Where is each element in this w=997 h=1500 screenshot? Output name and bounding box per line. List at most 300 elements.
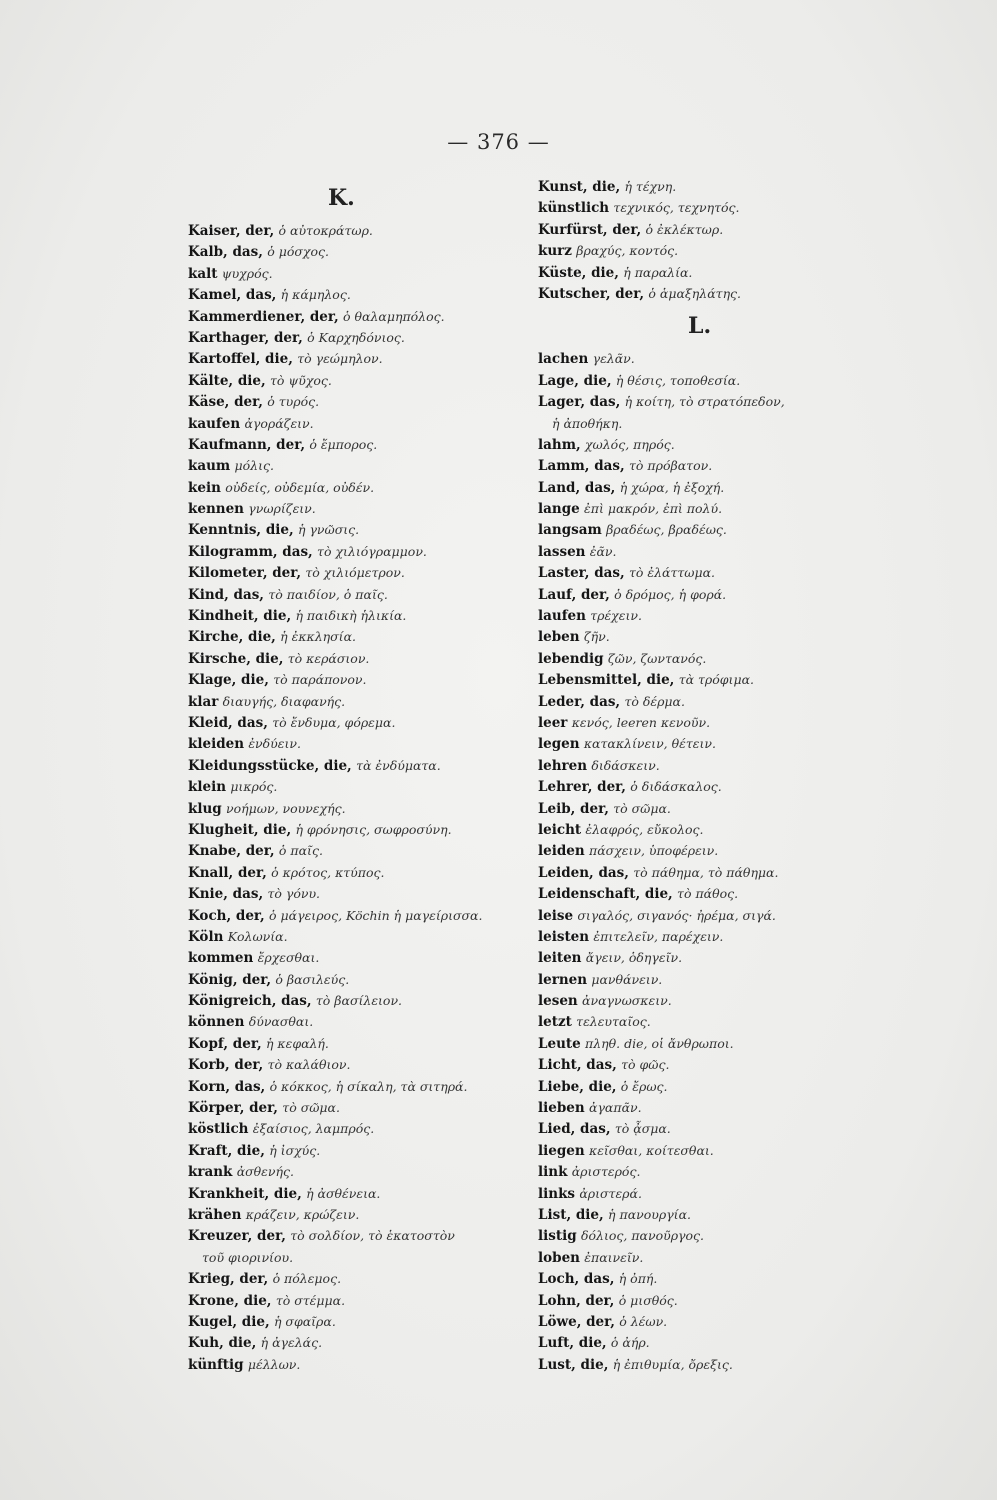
dictionary-entry: [188, 1140, 548, 1161]
dictionary-entry: [188, 1311, 548, 1332]
entry-translation: ἡ θέσις, τοποθεσία.: [615, 372, 741, 388]
entry-headword: Knie, das,: [188, 886, 264, 903]
entry-translation: ὁ μισθός.: [618, 1292, 678, 1308]
entry-headword: kleiden: [188, 736, 245, 753]
entry-translation: τὸ χιλιόγραμμον.: [317, 543, 427, 559]
entry-headword: kein: [188, 479, 221, 496]
entry-headword: können: [188, 1014, 245, 1031]
entry-headword: Kaiser, der,: [188, 223, 275, 239]
entry-headword: Lohn, der,: [538, 1292, 615, 1309]
dictionary-entry: [538, 883, 898, 904]
entry-translation: τὸ στέμμα.: [275, 1292, 346, 1308]
dictionary-entry: [188, 691, 548, 712]
entry-headword: Kugel, die,: [188, 1313, 270, 1330]
entry-translation: ζῆν.: [583, 629, 610, 645]
entry-headword: leisten: [538, 928, 590, 945]
entry-headword: krank: [188, 1164, 233, 1181]
entry-translation: ἡ ἀποθήκη.: [552, 415, 623, 431]
entry-translation: ὁ δρόμος, ἡ φορά.: [614, 586, 727, 602]
dictionary-entry: [538, 1183, 898, 1204]
entry-headword: Kleid, das,: [188, 714, 268, 731]
entry-translation: δόλιος, πανοῦργος.: [580, 1228, 705, 1244]
entry-translation: ὁ ἐκλέκτωρ.: [645, 221, 724, 237]
entry-translation: κεῖσθαι, κοίτεσθαι.: [589, 1142, 714, 1158]
dictionary-entry: [188, 1118, 548, 1139]
entry-headword: Kunst, die,: [538, 179, 621, 195]
dictionary-entry: [538, 840, 898, 861]
dictionary-entry: [538, 1225, 898, 1246]
entry-headword: Leiden, das,: [538, 864, 629, 881]
entry-headword: Kopf, der,: [188, 1035, 262, 1052]
entry-translation: κράζειν, κρώζειν.: [245, 1206, 360, 1222]
entry-translation: νοήμων, νουνεχής.: [226, 800, 346, 816]
entry-headword: Leder, das,: [538, 693, 621, 710]
entry-headword: Leidenschaft, die,: [538, 886, 673, 903]
entry-headword: künstlich: [538, 200, 610, 217]
dictionary-entry: [188, 370, 548, 391]
entry-translation: ὁ διδάσκαλος.: [630, 779, 722, 795]
entry-headword: Land, das,: [538, 479, 616, 496]
section-letter-k: K.: [328, 185, 355, 211]
entry-headword: kaum: [188, 458, 231, 475]
entry-headword: loben: [538, 1249, 580, 1266]
entry-translation: τὸ καλάθιον.: [267, 1057, 351, 1073]
entry-headword: Lied, das,: [538, 1121, 611, 1138]
dictionary-entry: [538, 626, 898, 647]
entry-translation: ἡ κοίτη, τὸ στρατόπεδον,: [624, 394, 785, 410]
entry-headword: kalt: [188, 265, 218, 282]
entry-headword: kommen: [188, 950, 254, 967]
entry-headword: Kenntnis, die,: [188, 522, 294, 539]
entry-translation: ἡ πανουργία.: [608, 1206, 691, 1222]
entry-headword: Kartoffel, die,: [188, 351, 293, 368]
entry-headword: Kraft, die,: [188, 1142, 265, 1159]
dictionary-entry: [188, 562, 548, 583]
entry-headword: Lager, das,: [538, 394, 621, 411]
entry-translation: μικρός.: [230, 779, 278, 795]
entry-translation: μανθάνειν.: [591, 971, 663, 987]
dictionary-entry: [538, 1161, 898, 1182]
dictionary-entry: [188, 1332, 548, 1353]
entry-headword: lahm,: [538, 436, 581, 453]
entry-headword: link: [538, 1164, 568, 1181]
dictionary-entry: [538, 733, 898, 754]
dictionary-entry: [538, 1118, 898, 1139]
entry-headword: leiten: [538, 950, 582, 967]
entry-translation: ἀγοράζειν.: [244, 415, 314, 431]
entry-headword: Lehrer, der,: [538, 779, 626, 796]
entry-translation: τοῦ φιορινίου.: [202, 1249, 294, 1265]
entry-translation: τὰ ἐνδύματα.: [356, 757, 441, 773]
entry-translation: ἔρχεσθαι.: [257, 950, 320, 966]
entry-translation: ἡ παιδικὴ ἡλικία.: [295, 608, 407, 624]
entry-translation: ἐπιτελεῖν, παρέχειν.: [593, 928, 724, 944]
entry-headword: Küste, die,: [538, 264, 619, 281]
entry-translation: ὁ ἔμπορος.: [309, 436, 378, 452]
entry-headword: Kirche, die,: [188, 629, 276, 646]
entry-translation: σιγαλός, σιγανός· ἠρέμα, σιγά.: [577, 907, 776, 923]
dictionary-entry: [188, 1076, 548, 1097]
entry-headword: klein: [188, 779, 227, 796]
entry-headword: Kilogramm, das,: [188, 543, 313, 560]
dictionary-entry: [538, 370, 898, 391]
entry-headword: Krankheit, die,: [188, 1185, 302, 1202]
dictionary-entry: [538, 905, 898, 926]
entry-translation: τὸ ἔνδυμα, φόρεμα.: [272, 714, 396, 730]
dictionary-entry: [538, 1247, 898, 1268]
entry-headword: Kurfürst, der,: [538, 221, 642, 238]
dictionary-entry: [188, 434, 548, 455]
dictionary-entry: [188, 626, 548, 647]
dictionary-entry: [188, 733, 548, 754]
entry-translation: Κολωνία.: [227, 928, 288, 944]
entry-headword: König, der,: [188, 971, 272, 988]
dictionary-entry: [188, 819, 548, 840]
entry-headword: künftig: [188, 1356, 244, 1373]
entry-translation: ὁ αὐτοκράτωρ.: [278, 223, 373, 238]
dictionary-entry: [188, 284, 548, 305]
entry-translation: μέλλων.: [247, 1356, 301, 1372]
dictionary-entry: [188, 862, 548, 883]
entry-translation: τρέχειν.: [590, 608, 642, 624]
entry-translation: ἐπὶ μακρόν, ἐπὶ πολύ.: [584, 501, 723, 517]
entry-headword: Kalb, das,: [188, 244, 263, 261]
dictionary-entry: [188, 712, 548, 733]
dictionary-entry: [538, 862, 898, 883]
dictionary-entry: [188, 498, 548, 519]
dictionary-entry: [538, 755, 898, 776]
dictionary-entry: [538, 584, 898, 605]
entry-translation: ἐλαφρός, εὔκολος.: [585, 821, 704, 837]
dictionary-entry: [538, 947, 898, 968]
entry-translation: ἡ παραλία.: [623, 264, 693, 280]
dictionary-entry: [188, 605, 548, 626]
dictionary-entry: [538, 819, 898, 840]
entry-translation: ἀγαπᾶν.: [589, 1100, 642, 1116]
entry-translation: ὁ λέων.: [619, 1313, 668, 1329]
dictionary-entry: [538, 240, 898, 261]
dictionary-entry: [188, 455, 548, 476]
entry-translation: ὁ μάγειρος, Köchin ἡ μαγείρισσα.: [269, 907, 483, 923]
entry-headword: leiden: [538, 843, 585, 860]
entry-translation: ἡ γνῶσις.: [298, 522, 360, 538]
dictionary-entry: [538, 776, 898, 797]
entry-translation: βραδέως, βραδέως.: [606, 522, 727, 538]
entry-headword: leben: [538, 629, 580, 646]
dictionary-entry: [538, 519, 898, 540]
entry-translation: ὁ παῖς.: [278, 843, 323, 859]
entry-headword: Laster, das,: [538, 565, 625, 582]
entry-headword: Kind, das,: [188, 586, 265, 603]
entry-translation: τὸ ἐλάττωμα.: [628, 565, 716, 581]
entry-headword: Leute: [538, 1035, 581, 1052]
dictionary-entry: [188, 840, 548, 861]
dictionary-entry: [188, 541, 548, 562]
entry-headword: lassen: [538, 543, 586, 560]
entry-translation: τὸ πάθημα, τὸ πάθημα.: [633, 864, 779, 880]
dictionary-entry: [188, 1033, 548, 1054]
entry-translation: ἡ σφαῖρα.: [273, 1313, 336, 1329]
entry-headword: kaufen: [188, 415, 241, 432]
entry-headword: Lebensmittel, die,: [538, 672, 675, 689]
dictionary-entry: [538, 605, 898, 626]
entry-translation: ὁ τυρός.: [267, 394, 320, 410]
entry-translation: ἡ χώρα, ἡ ἐξοχή.: [619, 479, 725, 495]
entry-headword: Krone, die,: [188, 1292, 272, 1309]
dictionary-entry: [188, 220, 548, 241]
entry-translation: διαυγής, διαφανής.: [222, 693, 346, 709]
entry-headword: Luft, die,: [538, 1335, 607, 1352]
dictionary-entry: [188, 1011, 548, 1032]
dictionary-entry: [538, 562, 898, 583]
dictionary-entry: [188, 1290, 548, 1311]
entry-headword: liegen: [538, 1142, 585, 1159]
right-column: [538, 176, 898, 1375]
entry-headword: Lage, die,: [538, 372, 612, 389]
entry-translation: μόλις.: [234, 458, 274, 474]
entry-translation: τὸ γόνυ.: [267, 886, 321, 902]
entry-headword: lehren: [538, 757, 588, 774]
dictionary-entry: [188, 669, 548, 690]
entry-translation: ἡ ἐκκλησία.: [280, 629, 356, 645]
entry-headword: Kirsche, die,: [188, 650, 284, 667]
entry-headword: List, die,: [538, 1206, 604, 1223]
entry-headword: Kleidungsstücke, die,: [188, 757, 352, 774]
entry-translation: ἀριστερά.: [579, 1185, 642, 1201]
dictionary-entry: [538, 1054, 898, 1075]
dictionary-entry: [188, 1054, 548, 1075]
dictionary-entry: [188, 947, 548, 968]
entry-headword: Kindheit, die,: [188, 608, 292, 625]
dictionary-entry: [188, 391, 548, 412]
entry-headword: klar: [188, 693, 219, 710]
entry-headword: Kammerdiener, der,: [188, 308, 339, 325]
dictionary-entry: [188, 241, 548, 262]
entry-headword: Königreich, das,: [188, 993, 312, 1010]
entry-headword: Kilometer, der,: [188, 565, 302, 582]
entry-translation: κατακλίνειν, θέτειν.: [583, 736, 716, 752]
entry-headword: lachen: [538, 351, 589, 368]
entry-translation: τὸ γεώμηλον.: [297, 351, 383, 367]
entry-translation: ἡ ἰσχύς.: [269, 1142, 321, 1158]
dictionary-entry: [538, 1076, 898, 1097]
entry-headword: Löwe, der,: [538, 1313, 615, 1330]
entry-translation: ψυχρός.: [221, 265, 273, 281]
entry-headword: Koch, der,: [188, 907, 265, 924]
entry-translation: χωλός, πηρός.: [584, 436, 675, 452]
dictionary-entry: [188, 348, 548, 369]
dictionary-entry: [188, 990, 548, 1011]
entry-translation: τὸ παιδίον, ὁ παῖς.: [268, 586, 388, 602]
entry-headword: lesen: [538, 993, 578, 1010]
dictionary-entry: [188, 327, 548, 348]
dictionary-entry: [538, 391, 898, 412]
entry-translation: τὸ ᾆσμα.: [614, 1121, 671, 1137]
entry-translation: βραχύς, κοντός.: [576, 243, 679, 259]
k-continuation-entries: [538, 176, 898, 304]
dictionary-entry: [538, 1140, 898, 1161]
entry-headword: legen: [538, 736, 580, 753]
entry-translation: ἀριστερός.: [571, 1164, 641, 1180]
entry-translation: ὁ βασιλεύς.: [275, 971, 350, 987]
dictionary-entry: [188, 584, 548, 605]
dictionary-entry: [538, 1033, 898, 1054]
entry-translation: ἡ φρόνησις, σωφροσύνη.: [295, 821, 452, 837]
dictionary-entry: [538, 990, 898, 1011]
entry-headword: Körper, der,: [188, 1100, 278, 1117]
dictionary-entry: [538, 455, 898, 476]
dictionary-entry: [188, 1247, 548, 1268]
entry-headword: Kuh, die,: [188, 1335, 257, 1352]
dictionary-entry: [538, 197, 898, 218]
entry-translation: ὁ ἁμαξηλάτης.: [648, 285, 742, 301]
entry-translation: ὁ μόσχος.: [267, 244, 329, 260]
dictionary-entry: [188, 926, 548, 947]
left-column: [188, 176, 548, 1375]
entry-translation: γνωρίζειν.: [248, 501, 316, 517]
entry-translation: ὁ ἔρως.: [620, 1078, 668, 1094]
entry-headword: Lamm, das,: [538, 458, 625, 475]
dictionary-entry: [538, 648, 898, 669]
dictionary-entry: [538, 541, 898, 562]
entry-headword: Korn, das,: [188, 1078, 266, 1095]
dictionary-entry: [188, 1097, 548, 1118]
entry-translation: ὁ κόκκος, ἡ σίκαλη, τὰ σιτηρά.: [269, 1078, 468, 1094]
entry-translation: δύνασθαι.: [248, 1014, 314, 1030]
dictionary-entry: [188, 1268, 548, 1289]
entry-translation: ὁ Καρχηδόνιος.: [307, 329, 405, 345]
entry-translation: πληθ. die, οἱ ἄνθρωποι.: [585, 1035, 734, 1051]
dictionary-entry: [188, 798, 548, 819]
entry-translation: ἀναγνωσκειν.: [582, 993, 672, 1009]
entry-translation: τὸ κεράσιον.: [287, 650, 370, 666]
entry-headword: lebendig: [538, 650, 604, 667]
entry-translation: ὁ ἀήρ.: [610, 1335, 650, 1351]
dictionary-entry: [538, 176, 898, 197]
dictionary-entry: [188, 1225, 548, 1246]
entry-translation: οὐδείς, οὐδεμία, οὐδέν.: [225, 479, 375, 495]
dictionary-entry: [538, 1354, 898, 1375]
entry-headword: Klage, die,: [188, 672, 269, 689]
page-number: — 376 —: [447, 130, 550, 154]
entry-headword: Lust, die,: [538, 1356, 609, 1373]
entry-translation: τεχνικός, τεχνητός.: [613, 200, 740, 216]
entry-translation: ὁ κρότος, κτύπος.: [271, 864, 385, 880]
dictionary-entry: [538, 498, 898, 519]
entry-headword: Kälte, die,: [188, 372, 266, 389]
dictionary-entry: [188, 883, 548, 904]
entry-translation: τὸ βασίλειον.: [315, 993, 403, 1009]
entry-translation: τὸ πρόβατον.: [629, 458, 713, 474]
entry-headword: letzt: [538, 1014, 572, 1031]
dictionary-entry: [538, 969, 898, 990]
dictionary-entry: [538, 1097, 898, 1118]
entry-translation: ὁ πόλεμος.: [272, 1271, 342, 1287]
entry-headword: klug: [188, 800, 222, 817]
entry-translation: τὸ πάθος.: [677, 886, 739, 902]
entry-headword: lieben: [538, 1100, 585, 1117]
l-entries: [538, 348, 898, 1375]
entry-translation: ἄγειν, ὁδηγεῖν.: [585, 950, 683, 966]
dictionary-entry: [188, 413, 548, 434]
dictionary-entry: [188, 969, 548, 990]
dictionary-entry: [188, 477, 548, 498]
entry-translation: ἡ ὀπή.: [618, 1271, 658, 1287]
dictionary-entry: [538, 348, 898, 369]
entry-headword: krähen: [188, 1206, 242, 1223]
entry-headword: Licht, das,: [538, 1057, 617, 1074]
dictionary-entry: [188, 1183, 548, 1204]
entry-headword: Klugheit, die,: [188, 821, 292, 838]
entry-headword: Liebe, die,: [538, 1078, 617, 1095]
dictionary-entry: [538, 262, 898, 283]
entry-translation: τὸ παράπονον.: [273, 672, 367, 688]
dictionary-entry: [538, 413, 898, 434]
dictionary-entry: [188, 755, 548, 776]
entry-translation: τὸ χιλιόμετρον.: [305, 565, 405, 581]
dictionary-entry: [538, 1332, 898, 1353]
entry-headword: kurz: [538, 243, 572, 260]
entry-translation: τὸ σῶμα.: [613, 800, 671, 816]
dictionary-entry: [188, 905, 548, 926]
entry-headword: Kamel, das,: [188, 287, 277, 304]
entry-headword: Kreuzer, der,: [188, 1228, 286, 1245]
entry-translation: τὸ σολδίον, τὸ ἑκατοστὸν: [290, 1228, 455, 1244]
entry-translation: ἡ τέχνη.: [624, 179, 677, 194]
entry-translation: ἐξαίσιος, λαμπρός.: [252, 1121, 375, 1137]
dictionary-entry: [188, 519, 548, 540]
dictionary-entry: [188, 1161, 548, 1182]
dictionary-entry: [538, 434, 898, 455]
dictionary-entry: [538, 1290, 898, 1311]
dictionary-entry: [188, 648, 548, 669]
dictionary-entry: [538, 1204, 898, 1225]
entry-translation: κενός, leeren κενοῦν.: [571, 714, 711, 730]
entry-translation: τὸ δέρμα.: [624, 693, 685, 709]
entry-translation: ἐνδύειν.: [248, 736, 301, 752]
entry-translation: ἡ ἀγελάς.: [260, 1335, 323, 1351]
entry-headword: Loch, das,: [538, 1271, 615, 1288]
entry-headword: langsam: [538, 522, 602, 539]
entry-translation: τὸ ψῦχος.: [270, 372, 332, 388]
entry-translation: ἡ ἀσθένεια.: [306, 1185, 381, 1201]
dictionary-entry: [538, 712, 898, 733]
dictionary-entry: [188, 776, 548, 797]
entry-headword: Krieg, der,: [188, 1271, 269, 1288]
dictionary-entry: [538, 1311, 898, 1332]
section-letter-l: L.: [688, 313, 712, 340]
dictionary-entry: [538, 1011, 898, 1032]
entry-headword: Kaufmann, der,: [188, 436, 306, 453]
entry-translation: ἀσθενής.: [236, 1164, 294, 1180]
entry-headword: Lauf, der,: [538, 586, 610, 603]
entry-translation: ἡ κάμηλος.: [280, 287, 351, 303]
entry-translation: πάσχειν, ὑποφέρειν.: [589, 843, 719, 859]
entry-headword: listig: [538, 1228, 577, 1245]
entry-headword: leise: [538, 907, 574, 924]
entry-headword: köstlich: [188, 1121, 249, 1138]
entry-translation: τὸ σῶμα.: [282, 1100, 340, 1116]
dictionary-entry: [538, 926, 898, 947]
entry-headword: Knabe, der,: [188, 843, 275, 860]
entry-translation: γελᾶν.: [592, 351, 635, 367]
entry-translation: τελευταῖος.: [576, 1014, 651, 1030]
entry-translation: ζῶν, ζωντανός.: [607, 650, 707, 666]
entry-translation: διδάσκειν.: [591, 757, 660, 773]
dictionary-entry: [538, 798, 898, 819]
entry-headword: Leib, der,: [538, 800, 609, 817]
entry-translation: ἡ ἐπιθυμία, ὄρεξις.: [612, 1356, 733, 1372]
